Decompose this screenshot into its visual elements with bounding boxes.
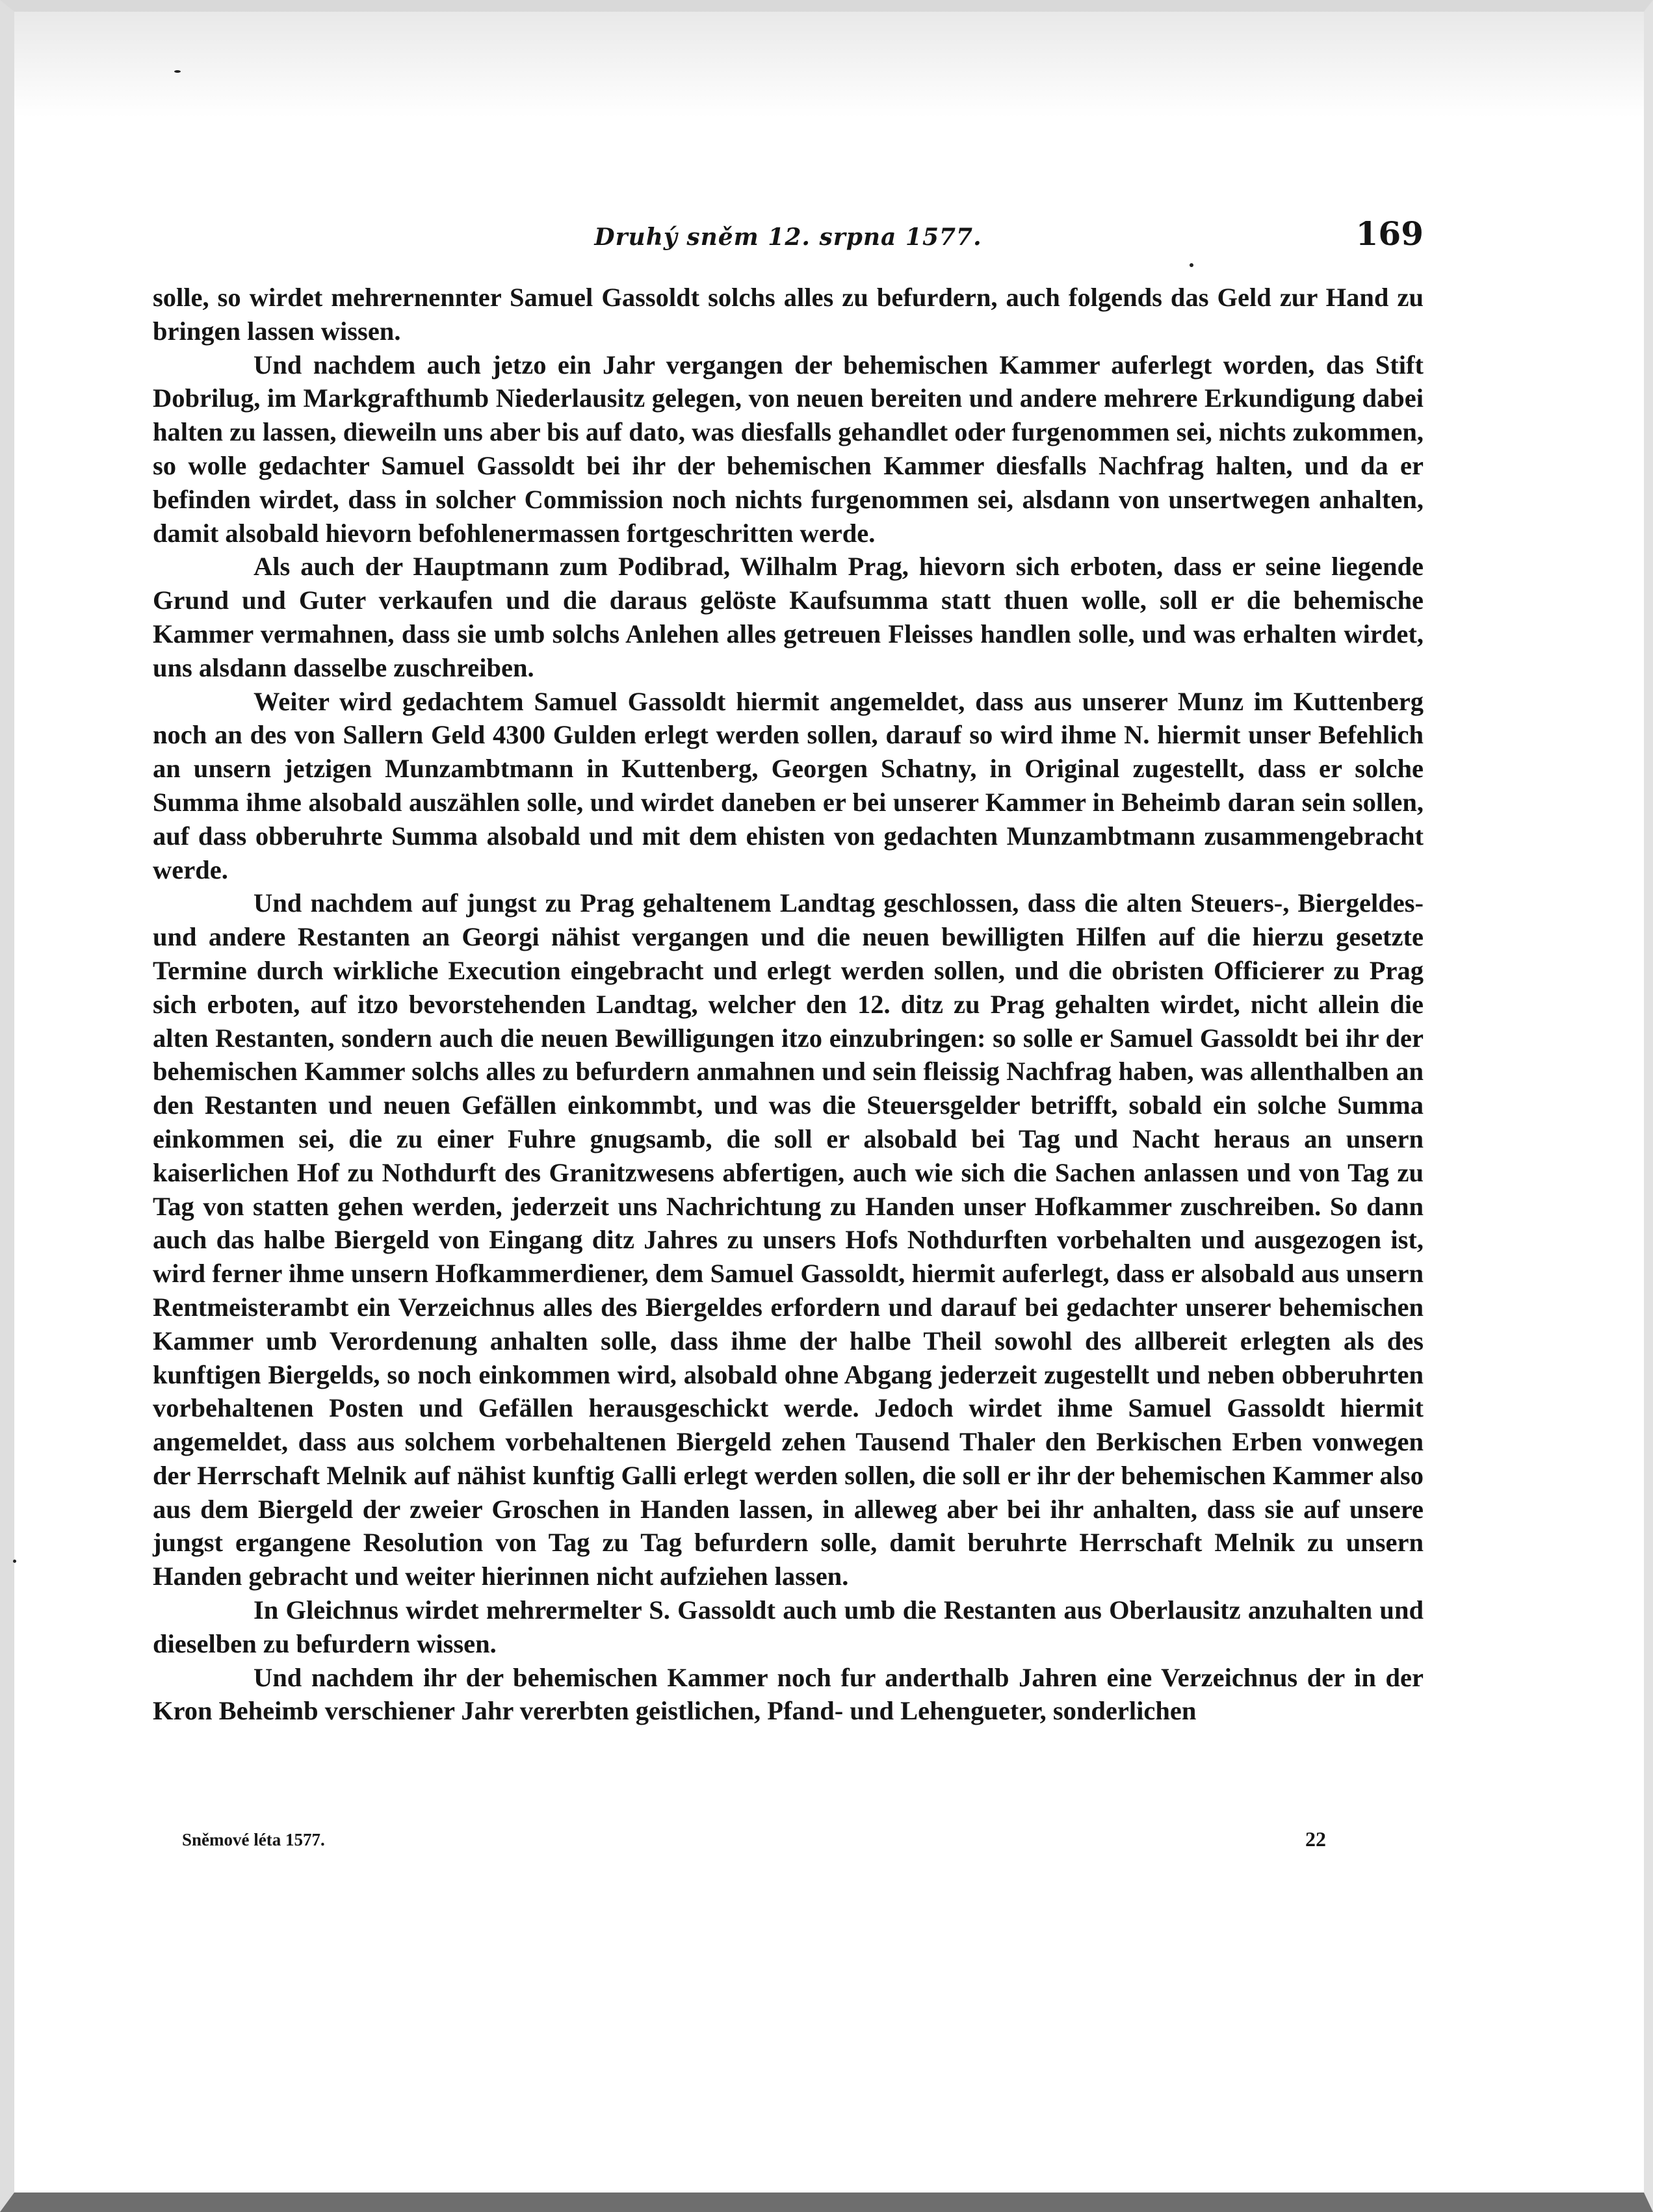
footer-signature-number: 22 <box>1305 1827 1326 1851</box>
scan-shading <box>0 0 1653 117</box>
running-head <box>153 214 1424 260</box>
paragraph: Weiter wird gedachtem Samuel Gassoldt hiermit angemeldet, dass aus unserer Munz im Kuttenberg noch an des von Sallern Geld 4300 Gulden erlegt werden sollen, darauf so wird ihme N. hiermit unser Befehlich an unsern jetzigen Munzambtmann in Kuttenberg, Georgen Schatny, in Original zugestellt, dass er solche Summa ihme alsobald auszählen solle, und wirdet daneben er bei unserer Kammer in Beheimb daran sein sollen, auf dass obberuhrte Summa alsobald und mit dem ehisten von gedachten Munzambtmann zusammengebracht werde. <box>153 686 1424 884</box>
page-footer <box>182 1825 1326 1857</box>
paragraph: In Gleichnus wirdet mehrermelter S. Gassoldt auch umb die Restanten aus Oberlausitz anzuhalten und dieselben zu befurdern wissen. <box>153 1595 1424 1658</box>
scan-speck <box>13 1560 16 1563</box>
scan-speck <box>174 70 181 73</box>
scan-speck <box>1190 263 1193 267</box>
paragraph-continuation: solle, so wirdet mehrernennter Samuel Gassoldt solchs alles zu befurdern, auch folgends das Geld zur Hand zu bringen lassen wissen. <box>153 283 1424 346</box>
paragraph: Und nachdem ihr der behemischen Kammer noch fur anderthalb Jahren eine Verzeichnus der in der Kron Beheimb verschiener Jahr vererbten geistlichen, Pfand- und Lehengueter, sonderlichen <box>153 1662 1424 1726</box>
page-number: 169 <box>1355 214 1424 253</box>
running-title: Druhý sněm 12. srpna 1577. <box>594 224 982 251</box>
document-body <box>153 281 1424 1728</box>
paragraph: Und nachdem auf jungst zu Prag gehaltenem Landtag geschlossen, dass die alten Steuers-, Biergeldes- und andere Restanten an Georgi nähist vergangen und die neuen bewilligten Hilfen auf die hierzu gesetzte Termine durch wirkliche Execution eingebracht und erlegt werden sollen, und die obristen Officierer zu Prag sich erboten, auf itzo bevorstehenden Landtag, welcher den 12. ditz zu Prag gehalten wirdet, nicht allein die alten Restanten, sondern auch die neuen Bewilligungen itzo einzubringen: so solle er Samuel Gassoldt bei ihr der behemischen Kammer solchs alles zu befurdern anmahnen und sein fleissig Nachfrag haben, was allenthalben an den Restanten und neuen Gefällen einkommbt, und was die Steuersgelder betrifft, sobald ein solche Summa einkommen sei, die zu einer Fuhre gnugsamb, die soll er alsobald bei Tag und Nacht heraus an unsern kaiserlichen Hof zu Nothdurft des Granitzwesens abfertigen, auch wie sich die Sachen anlassen und von Tag zu Tag von statten gehen werden, jederzeit uns Nachrichtung zu Handen unser Hofkammer zuschreiben. So dann auch das halbe Biergeld von Eingang ditz Jahres zu unsers Hofs Nothdurften vorbehalten und ausgezogen ist, wird ferner ihme unsern Hofkammerdiener, dem Samuel Gassoldt, hiermit auferlegt, dass er alsobald aus unsern Rentmeisterambt ein Verzeichnus alles des Biergeldes erfordern und darauf bei gedachter unserer behemischen Kammer umb Verordenung anhalten solle, dass ihme der halbe Theil sowohl des allbereit erlegten als des kunftigen Biergelds, so noch einkommen wird, alsobald ohne Abgang jederzeit zugestellt und neben obberuhrten vorbehaltenen Posten und Gefällen herausgeschickt werde. Jedoch wirdet ihme Samuel Gassoldt hiermit angemeldet, dass aus solchem vorbehaltenen Biergeld zehen Tausend Thaler den Berkischen Erben vonwegen der Herrschaft Melnik auf nähist kunftig Galli erlegt werden sollen, die soll er ihr der behemischen Kammer also aus dem Biergeld der zweier Groschen in Handen lassen, in alleweg aber bei ihr anhalten, dass sie auf unsere jungst ergangene Resolution von Tag zu Tag befurdern solle, damit beruhrte Herrschaft Melnik zu unsern Handen gebracht und weiter hierinnen nicht aufziehen lassen. <box>153 888 1424 1591</box>
paragraph: Und nachdem auch jetzo ein Jahr vergangen der behemischen Kammer auferlegt worden, das Stift Dobrilug, im Markgrafthumb Niederlausitz gelegen, von neuen bereiten und andere mehrere Erkundigung dabei halten zu lassen, dieweiln uns aber bis auf dato, was diesfalls gehandlet oder furgenommen sei, nichts zukommen, so wolle gedachter Samuel Gassoldt bei ihr der behemischen Kammer diesfalls Nachfrag halten, und da er befinden wirdet, dass in solcher Commission noch nichts furgenommen sei, alsdann von unsertwegen anhalten, damit alsobald hievorn befohlenermassen fortgeschritten werde. <box>153 350 1424 548</box>
paragraph: Als auch der Hauptmann zum Podibrad, Wilhalm Prag, hievorn sich erboten, dass er seine liegende Grund und Guter verkaufen und die daraus gelöste Kaufsumma statt thuen wolle, soll er die behemische Kammer vermahnen, dass sie umb solchs Anlehen alles getreuen Fleisses handlen solle, und was erhalten wirdet, uns alsdann dasselbe zuschreiben. <box>153 552 1424 682</box>
footer-signature-title: Sněmové léta 1577. <box>182 1830 325 1849</box>
